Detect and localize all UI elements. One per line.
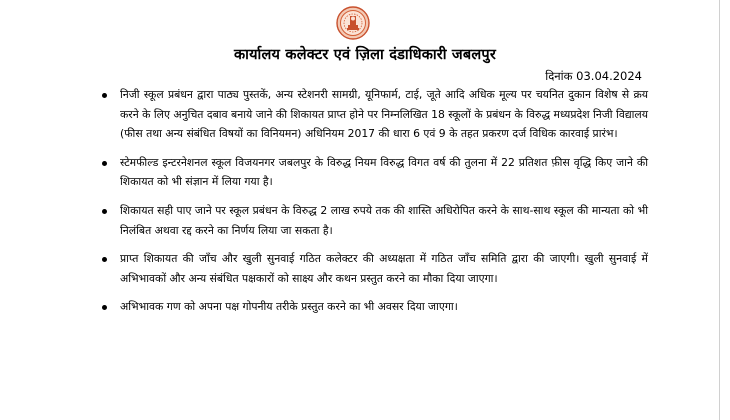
bullet-text: स्टेमफील्ड इन्टरनेशनल स्कूल विजयनगर जबलपुर के विरुद्ध नियम विरुद्ध विगत वर्ष की तुलना में 22 प्रतिशत फ़ीस वृद्धि किए जाने की शिकायत को भी संज्ञान में लिया गया है।	[120, 155, 648, 189]
bullet-item	[100, 297, 648, 317]
notice-bullet-list	[100, 85, 648, 326]
bullet-dot-icon	[102, 161, 107, 166]
bullet-text: प्राप्त शिकायत की जाँच और खुली सुनवाई गठित कलेक्टर की अध्यक्षता में गठित जाँच समिति द्वारा की जाएगी। खुली सुनवाई में अभिभावकों और अन्य संबंधित पक्षकारों को साक्ष्य और कथन प्रस्तुत करने का मौका दिया जाएगा।	[120, 252, 648, 285]
bullet-item	[100, 85, 648, 144]
bullet-item	[100, 249, 648, 288]
bullet-item	[100, 153, 648, 192]
bullet-dot-icon	[102, 93, 107, 98]
bullet-text: निजी स्कूल प्रबंधन द्वारा पाठ्य पुस्तकें, अन्य स्टेशनरी सामग्री, यूनिफार्म, टाई, जूते आदि अधिक मूल्य पर चयनित दुकान विशेष से क्रय करने के लिए अनुचित दबाव बनाये जाने की शिकायत प्राप्त होने पर निम्नलिखित 18 स्कूलों के प्रबंधन के विरुद्ध मध्यप्रदेश निजी विद्यालय (फीस तथा अन्य संबंधित विषयों का विनियमन) अधिनियम 2017 की धारा 6 एवं 9 के तहत प्रकरण दर्ज विधिक कारवाई प्रारंभ।	[120, 88, 648, 141]
bullet-text: शिकायत सही पाए जाने पर स्कूल प्रबंधन के विरुद्ध 2 लाख रुपये तक की शास्ति अधिरोपित करने के साथ-साथ स्कूल की मान्यता को भी निलंबित अथवा रद्द करने का निर्णय लिया जा सकता है।	[120, 203, 648, 237]
bullet-dot-icon	[102, 209, 107, 214]
emblem-icon	[336, 6, 370, 40]
bullet-text: अभिभावक गण को अपना पक्ष गोपनीय तरीके प्रस्तुत करने का भी अवसर दिया जाएगा।	[120, 300, 458, 314]
office-title: कार्यालय कलेक्टर एवं ज़िला दंडाधिकारी जबलपुर	[234, 47, 496, 63]
bullet-item	[100, 201, 648, 240]
bullet-dot-icon	[102, 305, 107, 310]
document-date: दिनांक 03.04.2024	[545, 69, 642, 83]
bullet-dot-icon	[102, 257, 107, 262]
